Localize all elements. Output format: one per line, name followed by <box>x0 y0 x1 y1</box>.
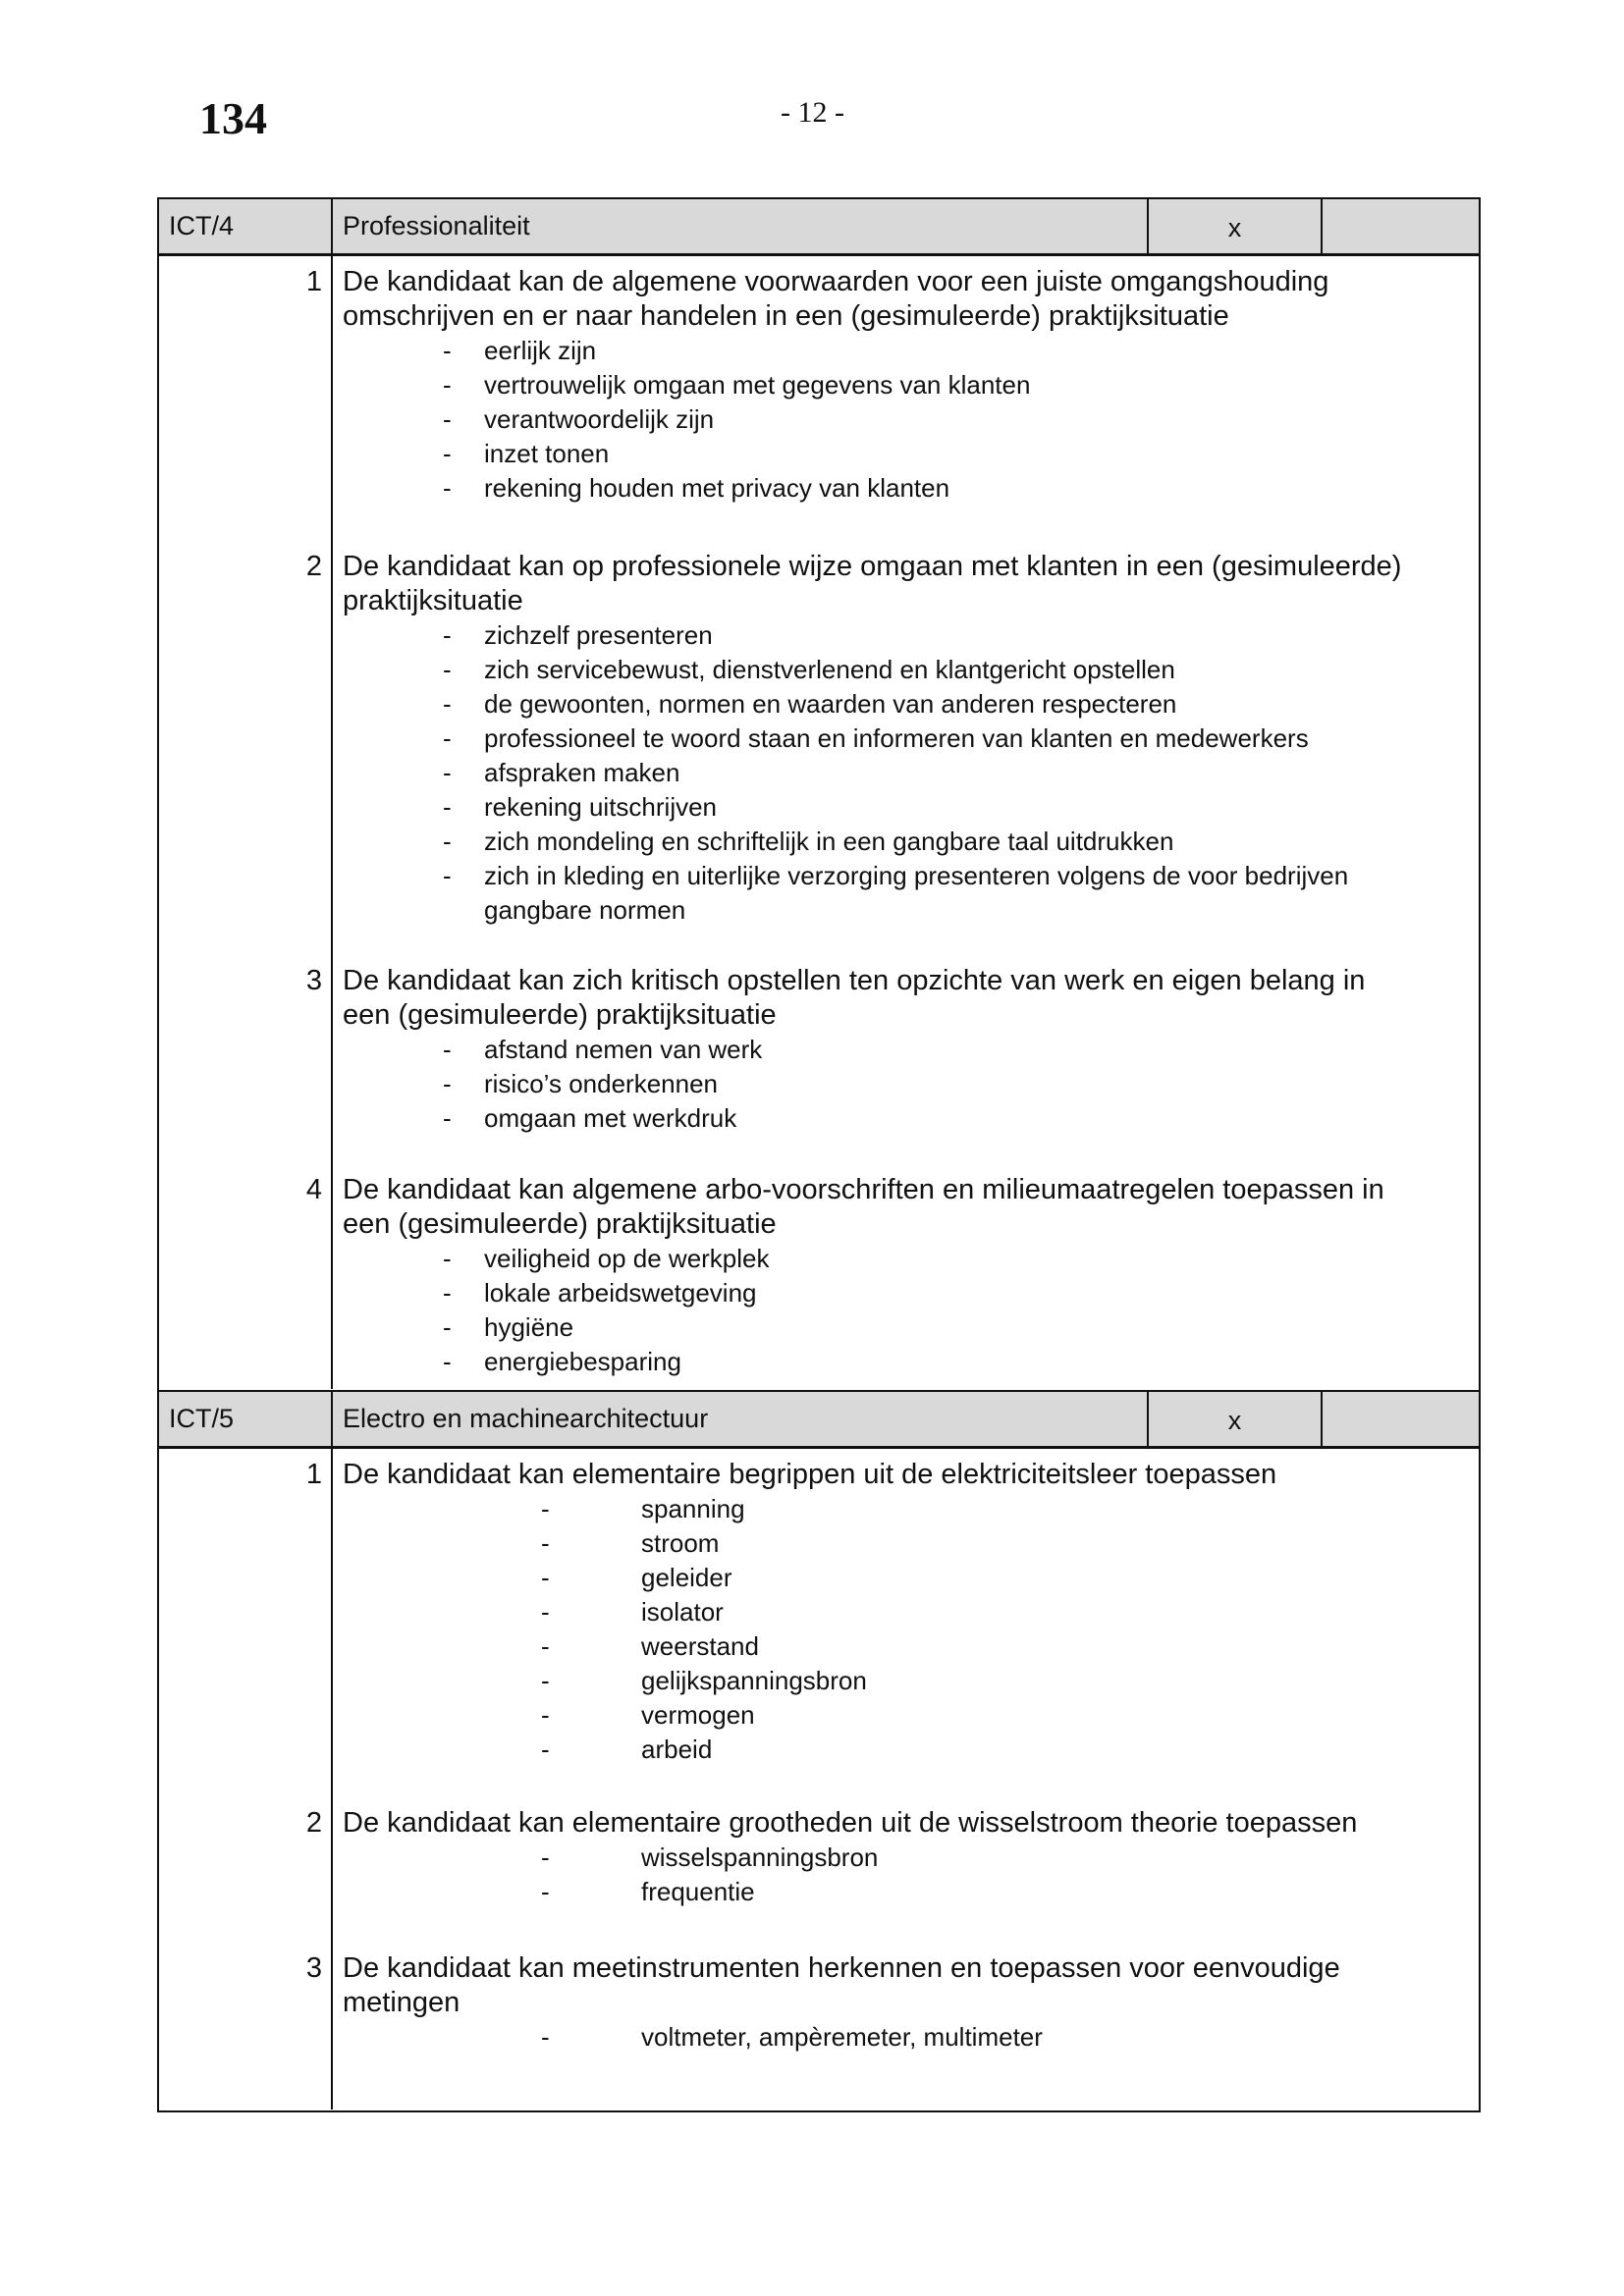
bullet-dash-icon: - <box>443 370 452 400</box>
goal-number: 4 <box>305 1174 322 1205</box>
goal-subitem-text: stroom <box>641 1528 720 1558</box>
goal-item <box>157 1458 1481 1767</box>
goal-subitem <box>333 687 1481 721</box>
goal-subitem <box>333 437 1481 471</box>
goal-subitem-text: arbeid <box>641 1735 713 1764</box>
goal-subitem <box>333 1875 1481 1909</box>
goal-subitem <box>333 756 1481 790</box>
goal-number: 3 <box>305 1952 322 1984</box>
goal-description-line: omschrijven en er naar handelen in een (gesimuleerde) praktijksituatie <box>343 300 1229 332</box>
bullet-dash-icon: - <box>541 1494 550 1523</box>
goal-subitem-text: professioneel te woord staan en informeren van klanten en medewerkers <box>484 723 1309 753</box>
bullet-dash-icon: - <box>443 723 452 753</box>
bullet-dash-icon: - <box>443 758 452 787</box>
goal-subitem-text: omgaan met werkdruk <box>484 1103 737 1133</box>
bullet-dash-icon: - <box>443 655 452 684</box>
goal-subitem-text: spanning <box>641 1494 745 1523</box>
goal-subitem-text: zich mondeling en schriftelijk in een gangbare taal uitdrukken <box>484 827 1174 856</box>
bullet-dash-icon: - <box>541 1563 550 1592</box>
section-mark: x <box>1149 1392 1323 1446</box>
goal-subitem <box>333 893 1481 928</box>
goal-description-line: De kandidaat kan elementaire grootheden uit de wisselstroom theorie toepassen <box>343 1807 1358 1839</box>
bullet-dash-icon: - <box>443 620 452 650</box>
section-title: Professionaliteit <box>333 199 1149 253</box>
section-empty-cell <box>1323 1392 1479 1446</box>
goal-item <box>157 1806 1481 1909</box>
goal-description-line: metingen <box>343 1987 460 2018</box>
goal-subitem-text: vermogen <box>641 1700 755 1730</box>
goal-subitem-list <box>333 1242 1481 1379</box>
goal-number: 2 <box>305 1807 322 1839</box>
goal-description-line: een (gesimuleerde) praktijksituatie <box>343 1208 777 1240</box>
bullet-dash-icon: - <box>443 1244 452 1273</box>
goal-item <box>157 1951 1481 2055</box>
section-title: Electro en machinearchitectuur <box>333 1392 1149 1446</box>
goal-subitem-text: gelijkspanningsbron <box>641 1666 867 1695</box>
goal-subitem <box>333 1664 1481 1698</box>
section-mark: x <box>1149 199 1323 253</box>
goal-subitem-text: frequentie <box>641 1877 755 1906</box>
bullet-dash-icon: - <box>443 861 452 890</box>
goal-subitem <box>333 1492 1481 1526</box>
goal-subitem <box>333 1101 1481 1136</box>
goal-subitem <box>333 825 1481 859</box>
goal-subitem-text: vertrouwelijk omgaan met gegevens van klanten <box>484 370 1031 400</box>
goal-description-line: praktijksituatie <box>343 585 523 616</box>
goal-subitem <box>333 859 1481 893</box>
bullet-dash-icon: - <box>443 1069 452 1098</box>
goal-number: 1 <box>305 266 322 297</box>
goal-subitem-text: voltmeter, ampèremeter, multimeter <box>641 2022 1043 2052</box>
goal-subitem-text: verantwoordelijk zijn <box>484 404 715 434</box>
bullet-dash-icon: - <box>541 1735 550 1764</box>
goal-number: 2 <box>305 551 322 582</box>
goal-number: 3 <box>305 965 322 996</box>
goal-subitem-text: weerstand <box>641 1631 759 1661</box>
section-header <box>159 199 1479 256</box>
goal-subitem <box>333 1345 1481 1379</box>
goal-subitem <box>333 1561 1481 1595</box>
bullet-dash-icon: - <box>443 404 452 434</box>
goal-subitem <box>333 1310 1481 1345</box>
goal-subitem <box>333 368 1481 402</box>
section-code: ICT/4 <box>159 199 333 253</box>
goal-subitem-text: afstand nemen van werk <box>484 1035 763 1064</box>
goal-subitem-list <box>333 1492 1481 1767</box>
goal-subitem-text: zichzelf presenteren <box>484 620 713 650</box>
bullet-dash-icon: - <box>443 473 452 503</box>
goal-description-line: De kandidaat kan algemene arbo-voorschriften en milieumaatregelen toepassen in <box>343 1174 1384 1205</box>
bullet-dash-icon: - <box>443 1278 452 1308</box>
goal-item <box>157 550 1481 928</box>
goal-subitem-list <box>333 2020 1481 2055</box>
goal-subitem-text: gangbare normen <box>484 895 686 925</box>
goal-subitem <box>333 1841 1481 1875</box>
section-code: ICT/5 <box>159 1392 333 1446</box>
goal-subitem <box>333 1067 1481 1101</box>
goal-item <box>157 265 1481 506</box>
bullet-dash-icon: - <box>541 1700 550 1730</box>
goal-subitem <box>333 334 1481 368</box>
bullet-dash-icon: - <box>541 1666 550 1695</box>
goal-subitem <box>333 1526 1481 1561</box>
goal-subitem-text: lokale arbeidswetgeving <box>484 1278 757 1308</box>
goal-subitem <box>333 618 1481 653</box>
goal-subitem-text: zich servicebewust, dienstverlenend en klantgericht opstellen <box>484 655 1175 684</box>
goal-subitem <box>333 1242 1481 1276</box>
document-number: 134 <box>199 93 267 143</box>
bullet-dash-icon: - <box>443 1103 452 1133</box>
goal-subitem-text: energiebesparing <box>484 1347 681 1376</box>
section-header <box>159 1392 1479 1449</box>
goal-subitem-text: geleider <box>641 1563 732 1592</box>
goal-subitem-text: de gewoonten, normen en waarden van anderen respecteren <box>484 689 1177 719</box>
goal-subitem-text: wisselspanningsbron <box>641 1842 879 1872</box>
goal-description-line: De kandidaat kan op professionele wijze omgaan met klanten in een (gesimuleerde) <box>343 551 1402 582</box>
goal-subitem-list <box>333 1033 1481 1136</box>
goal-subitem <box>333 1595 1481 1629</box>
goal-subitem <box>333 2020 1481 2055</box>
goal-subitem <box>333 1733 1481 1767</box>
goal-subitem-text: rekening uitschrijven <box>484 792 718 822</box>
bullet-dash-icon: - <box>541 1597 550 1627</box>
bullet-dash-icon: - <box>541 1631 550 1661</box>
goal-subitem-text: inzet tonen <box>484 439 610 468</box>
bullet-dash-icon: - <box>443 1312 452 1342</box>
goal-subitem-text: eerlijk zijn <box>484 336 597 365</box>
goal-subitem <box>333 1033 1481 1067</box>
goal-subitem <box>333 402 1481 437</box>
bullet-dash-icon: - <box>541 2022 550 2052</box>
goal-subitem-text: zich in kleding en uiterlijke verzorging presenteren volgens de voor bedrijven <box>484 861 1349 890</box>
goal-subitem <box>333 471 1481 506</box>
bullet-dash-icon: - <box>541 1877 550 1906</box>
goal-subitem-text: isolator <box>641 1597 724 1627</box>
goal-subitem <box>333 790 1481 825</box>
goal-subitem-list <box>333 1841 1481 1909</box>
bullet-dash-icon: - <box>443 1347 452 1376</box>
bullet-dash-icon: - <box>443 689 452 719</box>
goal-description-line: De kandidaat kan meetinstrumenten herkennen en toepassen voor eenvoudige <box>343 1952 1340 1984</box>
bullet-dash-icon: - <box>443 827 452 856</box>
bullet-dash-icon: - <box>443 1035 452 1064</box>
goal-subitem-text: risico’s onderkennen <box>484 1069 718 1098</box>
goal-subitem <box>333 1276 1481 1310</box>
bullet-dash-icon: - <box>443 336 452 365</box>
goal-subitem <box>333 653 1481 687</box>
goal-description-line: De kandidaat kan de algemene voorwaarden voor een juiste omgangshouding <box>343 266 1329 297</box>
goal-subitem-list <box>333 334 1481 506</box>
goal-subitem <box>333 1629 1481 1664</box>
goal-subitem <box>333 1698 1481 1733</box>
bullet-dash-icon: - <box>541 1528 550 1558</box>
goal-item <box>157 1173 1481 1379</box>
goal-subitem-list <box>333 618 1481 928</box>
goal-subitem-text: rekening houden met privacy van klanten <box>484 473 950 503</box>
goal-subitem-text: hygiëne <box>484 1312 574 1342</box>
goal-description-line: De kandidaat kan zich kritisch opstellen ten opzichte van werk en eigen belang in <box>343 965 1366 996</box>
goal-description-line: De kandidaat kan elementaire begrippen uit de elektriciteitsleer toepassen <box>343 1459 1277 1490</box>
bullet-dash-icon: - <box>443 792 452 822</box>
goal-number: 1 <box>305 1459 322 1490</box>
section-empty-cell <box>1323 199 1479 253</box>
goal-item <box>157 964 1481 1136</box>
page-folio: - 12 - <box>781 96 844 129</box>
bullet-dash-icon: - <box>443 439 452 468</box>
goal-subitem-text: afspraken maken <box>484 758 680 787</box>
goal-subitem <box>333 721 1481 756</box>
bullet-dash-icon: - <box>541 1842 550 1872</box>
goal-description-line: een (gesimuleerde) praktijksituatie <box>343 999 777 1031</box>
goal-subitem-text: veiligheid op de werkplek <box>484 1244 770 1273</box>
